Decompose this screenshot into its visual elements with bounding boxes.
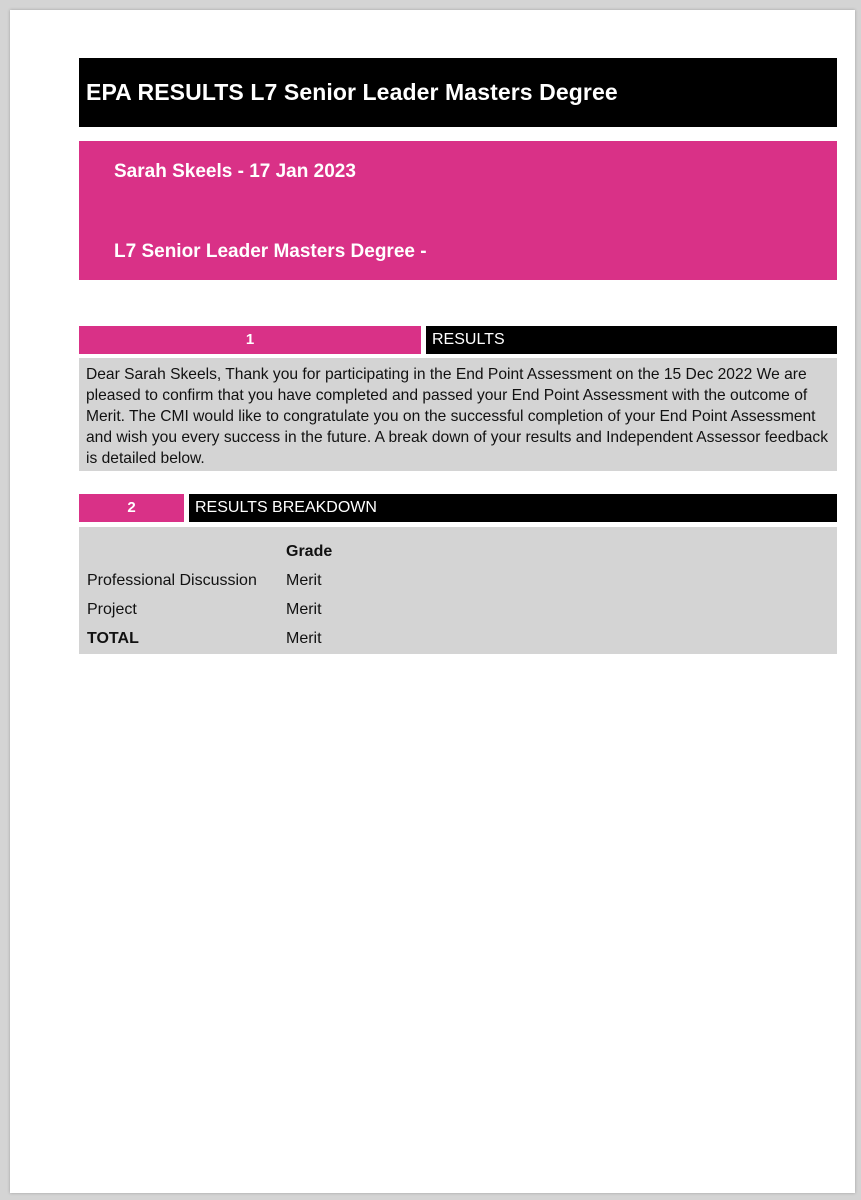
table-row	[79, 595, 332, 624]
candidate-banner	[79, 141, 837, 280]
component-grade: Merit	[286, 600, 322, 618]
document-page	[10, 10, 855, 1193]
component-label: Project	[87, 600, 137, 618]
results-letter-text: Dear Sarah Skeels, Thank you for participating in the End Point Assessment on the 15 Dec 2022 We are pleased to confirm that you have completed and passed your End Point Assessment with the outcome of Merit. The CMI would like to congratulate you on the successful completion of your End Point Assessment and wish you every success in the future. A break down of your results and Independent Assessor feedback is detailed below.	[79, 358, 837, 471]
table-row	[79, 566, 332, 595]
component-label: Professional Discussion	[87, 571, 257, 589]
component-grade: Merit	[286, 571, 322, 589]
candidate-name-date: Sarah Skeels - 17 Jan 2023	[114, 161, 356, 182]
section-2-heading: RESULTS BREAKDOWN	[189, 494, 837, 522]
section-2-number: 2	[79, 494, 184, 522]
table-header-empty	[79, 537, 286, 566]
section-1-number: 1	[79, 326, 421, 354]
results-breakdown-table	[79, 537, 332, 653]
results-breakdown-panel	[79, 527, 837, 654]
total-grade: Merit	[286, 629, 322, 647]
programme-name: L7 Senior Leader Masters Degree -	[114, 241, 427, 262]
document-title: EPA RESULTS L7 Senior Leader Masters Degree	[79, 58, 837, 127]
table-row	[79, 624, 332, 653]
total-label: TOTAL	[87, 629, 139, 647]
table-header-row	[79, 537, 332, 566]
grade-column-header: Grade	[286, 542, 333, 560]
section-1-heading: RESULTS	[426, 326, 837, 354]
